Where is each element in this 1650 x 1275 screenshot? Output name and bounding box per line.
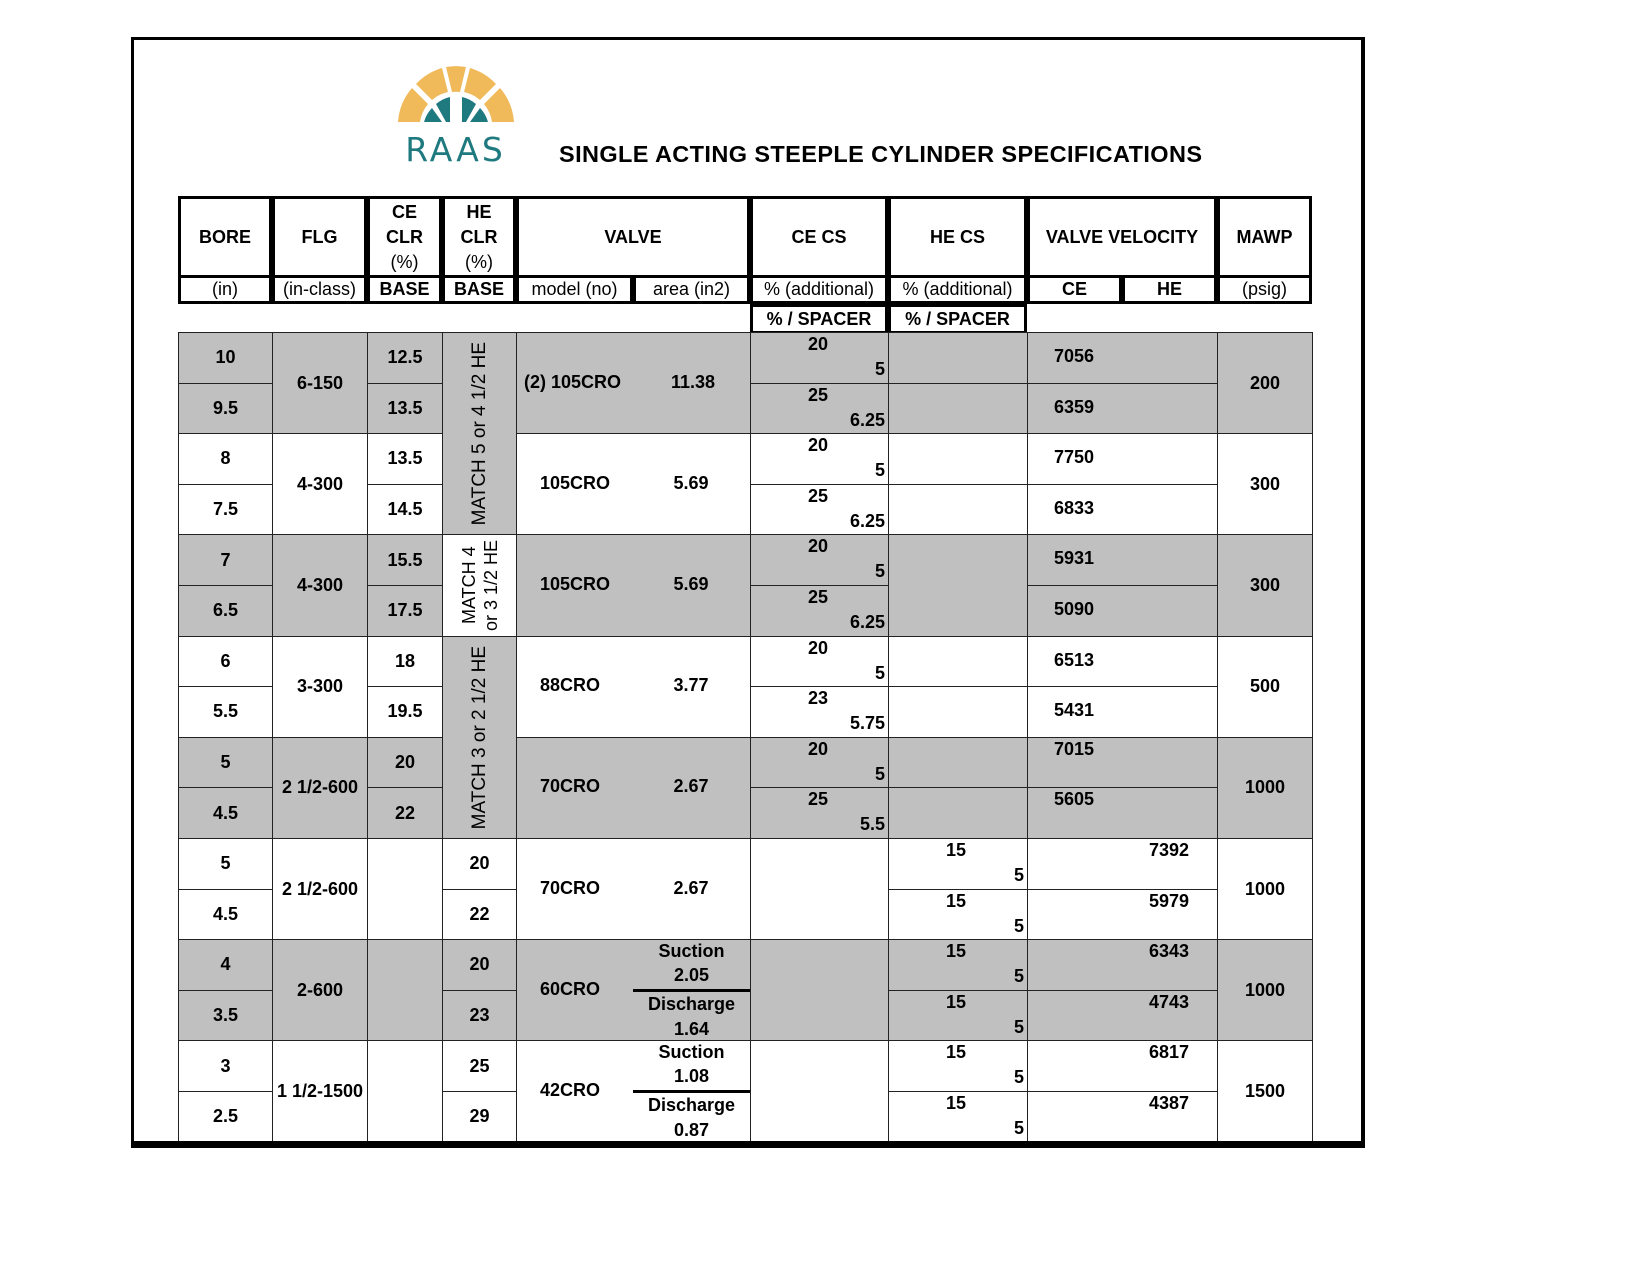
bore-header-label: BORE [178,196,272,278]
bore-cell: 7.5 [178,484,273,536]
ce-cs-spacer: 5 [874,763,885,784]
he-cs-cell-empty [888,686,1028,738]
he-cs-spacer-header: % / SPACER [888,304,1027,334]
valve-velocity-ce: 5090 [1054,599,1095,619]
ce-clr-header-label-line: CLR [386,227,423,247]
brand-name: RAAS [405,130,506,169]
he-cs-cell-empty [888,737,1028,789]
ce-cs-spacer-header: % / SPACER [750,304,888,334]
he-cs-spacer: 5 [1013,865,1024,885]
page-title: SINGLE ACTING STEEPLE CYLINDER SPECIFICATIONS [559,141,1203,167]
ce-cs-cell-empty [750,939,889,1041]
valve-velocity-ce: 7056 [1054,346,1095,366]
ce-cs-percent: 20 [808,637,829,658]
bore-cell: 7 [178,534,273,586]
ce-cs-percent: 25 [808,587,829,607]
he-cs-percent: 15 [946,890,967,911]
valve-header: VALVE [516,196,750,278]
bore-cell: 5 [178,838,273,890]
bore-cell: 4.5 [178,787,273,839]
ce-clr-header-label-line: CE [391,202,417,222]
bore-header-unit: (in) [178,275,272,304]
ce-clr-header-unit: BASE [367,275,442,304]
suction-discharge-divider [633,989,750,992]
he-clr-cell: 20 [442,838,517,890]
bore-cell: 6.5 [178,585,273,637]
mawp-cell: 1000 [1217,939,1313,1041]
valve-velocity-ce: 6359 [1054,396,1095,417]
mawp-cell: 500 [1217,636,1313,738]
he-clr-cell: 23 [442,990,517,1042]
ce-cs-percent: 25 [808,485,829,506]
valve-velocity-he: 4743 [1149,991,1190,1012]
ce-cs-percent: 20 [808,334,829,354]
valve-velocity-he-header: HE [1122,275,1217,304]
ce-cs-spacer: 5 [874,359,885,379]
discharge-area: 0.87 [673,1120,710,1140]
valve-velocity-cell [1027,838,1218,890]
valve-area: 2.67 [673,776,709,797]
bore-cell: 2.5 [178,1091,273,1143]
ce-cs-header: CE CS [750,196,888,278]
suction-area: 2.05 [673,965,710,986]
ce-cs-spacer: 5 [874,460,885,481]
ce-clr-cell: 13.5 [367,433,443,485]
he-cs-header: HE CS [888,196,1027,278]
valve-velocity-header: VALVE VELOCITY [1027,196,1217,278]
match-note-text: MATCH 3 or 2 1/2 HE [468,645,490,829]
he-clr-match-note [442,636,517,839]
valve-velocity-ce: 6513 [1054,649,1095,670]
ce-cs-unit: % (additional) [750,275,888,304]
valve-velocity-he: 4387 [1149,1093,1190,1113]
valve-model: (2) 105CRO [524,371,622,392]
ce-cs-cell-empty [750,1040,889,1142]
valve-velocity-ce: 5931 [1054,548,1095,569]
he-clr-cell: 22 [442,889,517,941]
he-cs-cell-empty [888,383,1028,435]
ce-clr-header-label-line: (%) [390,252,419,272]
he-cs-spacer: 5 [1013,1118,1024,1138]
he-cs-unit: % (additional) [888,275,1027,304]
ce-cs-cell-empty [750,838,889,940]
ce-cs-spacer: 5.5 [859,814,885,835]
valve-velocity-ce: 7750 [1054,447,1095,468]
valve-area: 3.77 [673,675,709,696]
bore-cell: 4 [178,939,273,991]
ce-cs-spacer: 6.25 [849,510,885,531]
valve-model: 42CRO [540,1080,601,1100]
valve-velocity-ce: 7015 [1054,738,1095,759]
ce-cs-percent: 20 [808,536,829,557]
he-cs-percent: 15 [946,1042,967,1063]
bore-cell: 3.5 [178,990,273,1042]
valve-area-header: area (in2) [633,275,750,304]
valve-model: 105CRO [540,472,611,493]
he-cs-spacer: 5 [1013,915,1024,936]
valve-area: 5.69 [673,574,709,594]
mawp-cell: 300 [1217,534,1313,636]
valve-velocity-cell [1027,939,1218,991]
ce-cs-percent: 20 [808,738,829,759]
he-cs-spacer: 5 [1013,1016,1024,1037]
valve-velocity-he: 6343 [1149,941,1190,962]
he-clr-header-label [442,196,516,278]
he-clr-header-label-line: CLR [460,227,498,247]
he-cs-cell-empty [888,332,1028,384]
ce-cs-percent: 20 [808,435,829,456]
he-clr-header-unit: BASE [442,275,516,304]
ce-cs-spacer: 5 [874,662,885,683]
he-cs-cell-empty [888,484,1028,536]
ce-clr-cell-empty [367,838,443,940]
valve-model: 70CRO [540,776,601,797]
flg-cell: 3-300 [272,636,368,738]
match-note-text: MATCH 4 or 3 1/2 HE [458,539,501,632]
ce-clr-header-label [367,196,442,278]
ce-clr-cell: 20 [367,737,443,789]
flg-cell: 4-300 [272,433,368,535]
ce-clr-cell: 22 [367,787,443,839]
discharge-area: 1.64 [673,1018,710,1039]
discharge-label: Discharge [647,1095,736,1115]
ce-clr-cell-empty [367,939,443,1041]
valve-area: 2.67 [673,877,709,898]
ce-clr-cell: 15.5 [367,534,443,586]
mawp-cell: 200 [1217,332,1313,434]
bore-cell: 10 [178,332,273,384]
frame-bottom-border [131,1141,1364,1145]
he-cs-spacer: 5 [1013,1067,1024,1088]
valve-velocity-he: 5979 [1149,890,1190,911]
ce-clr-cell: 12.5 [367,332,443,384]
bore-cell: 6 [178,636,273,688]
valve-area: 5.69 [673,472,709,493]
valve-velocity-cell [1027,1091,1218,1143]
valve-area: 11.38 [671,371,716,392]
valve-model-header: model (no) [516,275,633,304]
ce-clr-cell: 19.5 [367,686,443,738]
suction-area: 1.08 [673,1066,710,1087]
ce-clr-cell: 18 [367,636,443,688]
match-note-text: MATCH 5 or 4 1/2 HE [468,342,490,526]
flg-cell: 2 1/2-600 [272,838,368,940]
ce-clr-cell: 17.5 [367,585,443,637]
mawp-cell: 300 [1217,433,1313,535]
bore-cell: 8 [178,433,273,485]
flg-cell: 1 1/2-1500 [272,1040,368,1142]
valve-velocity-cell [1027,990,1218,1042]
valve-model: 60CRO [540,978,601,999]
ce-clr-cell-empty [367,1040,443,1142]
valve-velocity-ce-header: CE [1027,275,1122,304]
he-cs-cell-empty [888,433,1028,485]
mawp-header: MAWP [1217,196,1312,278]
valve-velocity-cell [1027,889,1218,941]
suction-label: Suction [658,941,725,962]
ce-cs-percent: 23 [808,688,829,709]
valve-velocity-ce: 5431 [1054,700,1095,721]
valve-velocity-ce: 6833 [1054,497,1095,518]
mawp-unit: (psig) [1217,275,1312,304]
suction-discharge-divider [633,1090,750,1093]
ce-cs-spacer: 6.25 [849,409,885,430]
valve-model: 88CRO [540,675,601,696]
mawp-cell: 1000 [1217,737,1313,839]
he-clr-cell: 29 [442,1091,517,1143]
bore-cell: 4.5 [178,889,273,941]
ce-cs-percent: 25 [808,789,829,810]
valve-model: 70CRO [540,877,601,898]
discharge-label: Discharge [647,993,736,1014]
ce-cs-spacer: 5.75 [849,713,885,734]
he-clr-header-label-line: (%) [465,252,493,272]
he-cs-percent: 15 [946,1093,967,1113]
ce-cs-spacer: 6.25 [849,612,885,632]
he-cs-cell-empty [888,636,1028,688]
he-cs-cell-empty [888,534,1028,636]
he-cs-spacer: 5 [1013,966,1024,987]
valve-velocity-he: 6817 [1149,1042,1190,1063]
he-cs-percent: 15 [946,941,967,962]
flg-cell: 4-300 [272,534,368,636]
bore-cell: 5.5 [178,686,273,738]
bore-cell: 9.5 [178,383,273,435]
valve-velocity-ce: 5605 [1054,789,1095,810]
flg-cell: 2-600 [272,939,368,1041]
he-clr-cell: 25 [442,1040,517,1092]
he-cs-percent: 15 [946,991,967,1012]
he-cs-percent: 15 [946,840,967,860]
ce-clr-cell: 14.5 [367,484,443,536]
flg-cell: 2 1/2-600 [272,737,368,839]
flg-header-unit: (in-class) [272,275,367,304]
valve-model: 105CRO [540,574,611,594]
valve-velocity-cell [1027,1040,1218,1092]
bore-cell: 3 [178,1040,273,1092]
he-clr-header-label-line: HE [466,202,492,222]
mawp-cell: 1500 [1217,1040,1313,1142]
flg-cell: 6-150 [272,332,368,434]
flg-header-label: FLG [272,196,367,278]
he-clr-cell: 20 [442,939,517,991]
bore-cell: 5 [178,737,273,789]
valve-velocity-he: 7392 [1149,840,1190,860]
ce-cs-spacer: 5 [874,561,885,582]
mawp-cell: 1000 [1217,838,1313,940]
suction-label: Suction [658,1042,725,1063]
he-clr-match-note [442,534,517,636]
ce-clr-cell: 13.5 [367,383,443,435]
ce-cs-percent: 25 [808,384,829,405]
he-clr-match-note [442,332,517,535]
he-cs-cell-empty [888,787,1028,839]
